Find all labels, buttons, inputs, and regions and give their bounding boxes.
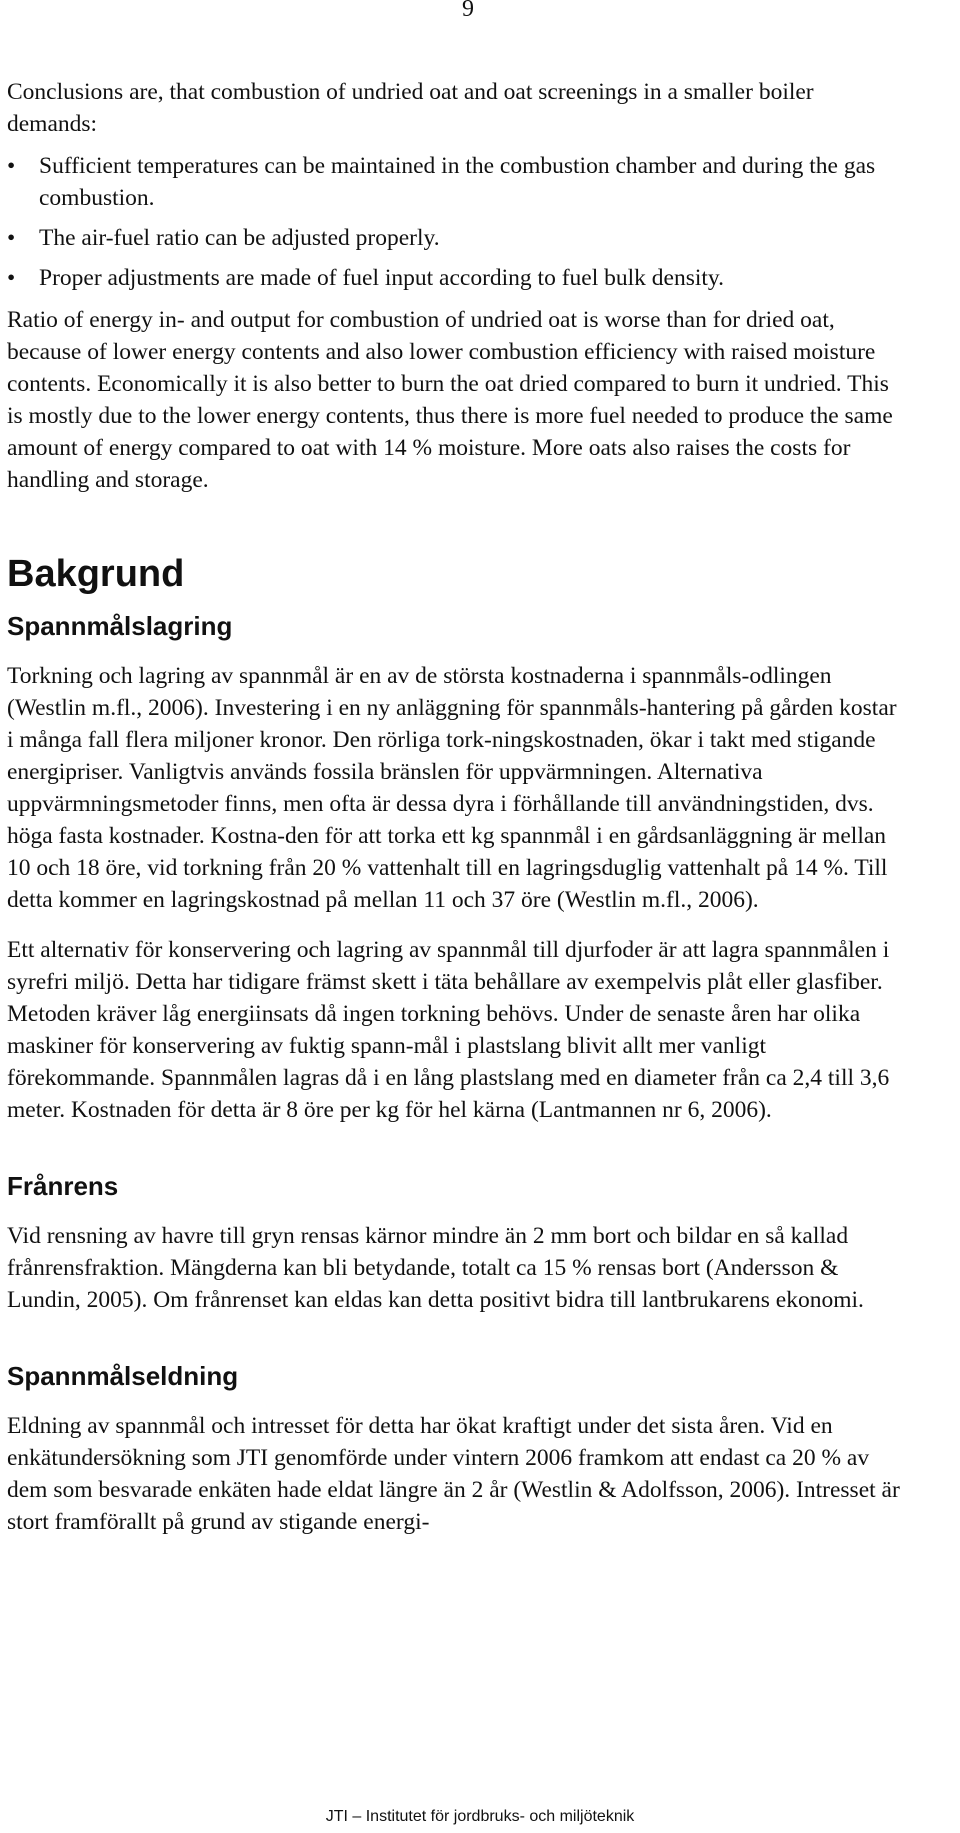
bullet-icon: • xyxy=(7,153,16,179)
franrens-paragraph: Vid rensning av havre till gryn rensas kärnor mindre än 2 mm bort och bildar en så kallad frånrensfraktion. Mängderna kan bli betydande, totalt ca 15 % rensas bort (Andersson & Lundin, 2005). Om frånrenset kan eldas kan detta positivt bidra till lantbrukarens ekonomi. xyxy=(7,1223,864,1313)
heading-franrens: Frånrens xyxy=(7,1171,119,1201)
list-item-text: Sufficient temperatures can be maintained in the combustion chamber and during the gas combustion. xyxy=(39,153,876,211)
heading-spannmalseldning: Spannmålseldning xyxy=(7,1361,239,1391)
list-item-text: Proper adjustments are made of fuel input according to fuel bulk density. xyxy=(39,265,725,291)
lagring-paragraph-1: Torkning och lagring av spannmål är en av de största kostnaderna i spannmåls-odlingen (Westlin m.fl., 2006). Investering i en ny anläggning för spannmåls-hantering på gården kostar i många fall flera miljoner kronor. Den rörliga tork-ningskostnaden, ökar i takt med stigande energipriser. Vanligtvis används fossila bränslen för uppvärmningen. Alternativa uppvärmningsmetoder finns, men ofta är dessa dyra i förhållande till användningstiden, dvs. höga fasta kostnader. Kostna-den för att torka ett kg spannmål i en gårdsanläggning är mellan 10 och 18 öre, vid torkning från 20 % vattenhalt till en lagringsduglig vattenhalt på 14 %. Till detta kommer en lagringskostnad på mellan 11 och 37 öre (Westlin m.fl., 2006). xyxy=(7,663,897,913)
document-body xyxy=(7,76,907,1538)
bullet-icon: • xyxy=(7,265,16,291)
list-item xyxy=(7,262,907,294)
heading-bakgrund: Bakgrund xyxy=(7,553,185,595)
list-item xyxy=(7,222,907,254)
heading-spannmalslagring: Spannmålslagring xyxy=(7,611,233,641)
conclusions-list xyxy=(7,150,907,294)
list-item xyxy=(7,150,907,214)
page-number: 9 xyxy=(462,0,474,22)
eldning-paragraph: Eldning av spannmål och intresset för detta har ökat kraftigt under det sista åren. Vid en enkätundersökning som JTI genomförde under vintern 2006 framkom att endast ca 20 % av dem som besvarade enkäten hade eldat längre än 2 år (Westlin & Adolfsson, 2006). Intresset är stort framförallt på grund av stigande energi- xyxy=(7,1413,900,1535)
footer: JTI – Institutet för jordbruks- och miljöteknik xyxy=(325,1808,635,1825)
list-item-text: The air-fuel ratio can be adjusted properly. xyxy=(39,225,440,251)
ratio-paragraph: Ratio of energy in- and output for combustion of undried oat is worse than for dried oat, because of lower energy contents and also lower combustion efficiency with raised moisture contents. Economically it is also better to burn the oat dried compared to burn it undried. This is mostly due to the lower energy contents, thus there is more fuel needed to produce the same amount of energy compared to oat with 14 % moisture. More oats also raises the costs for handling and storage. xyxy=(7,307,893,493)
bullet-icon: • xyxy=(7,225,16,251)
lagring-paragraph-2: Ett alternativ för konservering och lagring av spannmål till djurfoder är att lagra spannmålen i syrefri miljö. Detta har tidigare främst skett i täta behållare av exempelvis plåt eller glasfiber. Metoden kräver låg energiinsats då ingen torkning behövs. Under de senaste åren har olika maskiner för konservering av fuktig spann-mål i plastslang blivit allt mer vanligt förekommande. Spannmålen lagras då i en lång plastslang med en diameter från ca 2,4 till 3,6 meter. Kostnaden för detta är 8 öre per kg för hel kärna (Lantmannen nr 6, 2006). xyxy=(7,937,890,1123)
conclusions-intro: Conclusions are, that combustion of undried oat and oat screenings in a smaller boiler demands: xyxy=(7,79,814,137)
